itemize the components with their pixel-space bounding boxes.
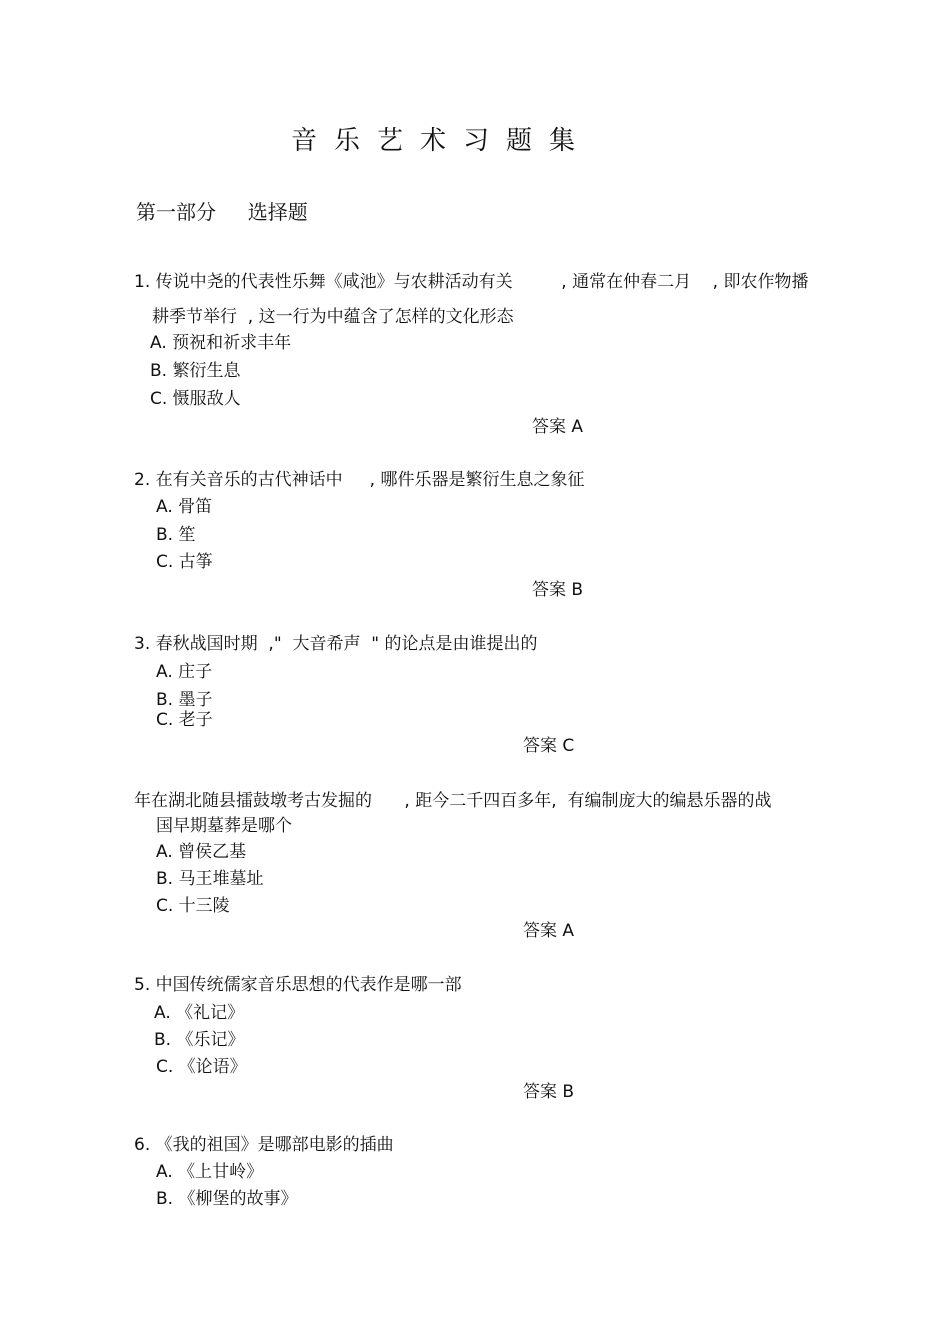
option-b: B. 《乐记》 <box>154 1030 245 1050</box>
option-a: A. 预祝和祈求丰年 <box>150 333 292 353</box>
option-c: C. 老子 <box>156 710 213 730</box>
question-text: 2. 在有关音乐的古代神话中 , 哪件乐器是繁衍生息之象征 <box>134 470 585 490</box>
document-title: 音乐艺术习题集 <box>291 126 593 156</box>
answer: 答案 A <box>523 921 575 941</box>
option-c: C. 古筝 <box>156 552 213 572</box>
section-heading: 第一部分 选择题 <box>136 200 308 224</box>
option-c: C. 《论语》 <box>156 1057 247 1077</box>
answer: 答案 C <box>523 736 575 756</box>
answer: 答案 B <box>523 1082 575 1102</box>
question-text: 3. 春秋战国时期 ," 大音希声 " 的论点是由谁提出的 <box>134 634 538 654</box>
answer: 答案 B <box>532 580 584 600</box>
option-b: B. 繁衍生息 <box>150 361 241 381</box>
answer: 答案 A <box>532 417 584 437</box>
option-c: C. 慑服敌人 <box>150 389 241 409</box>
question-text: 耕季节举行 , 这一行为中蕴含了怎样的文化形态 <box>152 307 514 327</box>
option-a: A. 《上甘岭》 <box>156 1162 264 1182</box>
option-a: A. 《礼记》 <box>154 1003 245 1023</box>
option-a: A. 曾侯乙基 <box>156 842 247 862</box>
question-text: 6. 《我的祖国》是哪部电影的插曲 <box>134 1135 394 1155</box>
option-c: C. 十三陵 <box>156 896 230 916</box>
option-b: B. 笙 <box>156 525 196 545</box>
question-text: 年在湖北随县擂鼓墩考古发掘的 , 距今二千四百多年, 有编制庞大的编悬乐器的战 <box>134 791 772 811</box>
option-b: B. 马王堆墓址 <box>156 869 264 889</box>
option-b: B. 墨子 <box>156 690 213 710</box>
option-b: B. 《柳堡的故事》 <box>156 1189 298 1209</box>
question-text: 1. 传说中尧的代表性乐舞《咸池》与农耕活动有关 , 通常在仲春二月 , 即农作物播 <box>134 272 809 292</box>
option-a: A. 庄子 <box>156 662 213 682</box>
question-text: 国早期墓葬是哪个 <box>156 816 292 836</box>
question-text: 5. 中国传统儒家音乐思想的代表作是哪一部 <box>134 975 462 995</box>
option-a: A. 骨笛 <box>156 497 213 517</box>
